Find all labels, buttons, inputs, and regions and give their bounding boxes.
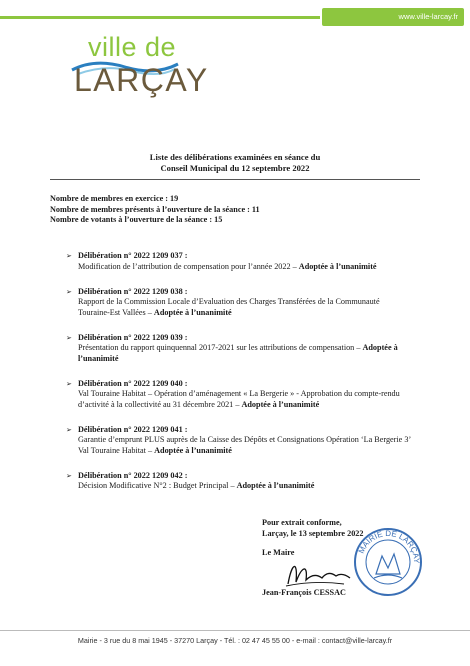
deliberation-item xyxy=(66,425,411,457)
title-divider xyxy=(50,179,420,180)
deliberation-result: Adoptée à l’unanimité xyxy=(78,343,398,363)
deliberation-number: Délibération n° 2022 1209 042 : xyxy=(78,470,188,480)
members-block xyxy=(50,194,260,226)
bullet-arrow-icon: ➢ xyxy=(66,471,72,480)
town-logo xyxy=(70,30,209,100)
footer-contact: Mairie - 3 rue du 8 mai 1945 - 37270 Larçay - Tél. : 02 47 45 55 00 - e-mail : contact@ville-larcay.fr xyxy=(77,636,393,645)
deliberation-result: Adoptée à l’unanimité xyxy=(241,399,320,409)
mayor-name: Jean-François CESSAC xyxy=(262,588,346,597)
extract-conform: Pour extrait conforme, xyxy=(262,518,342,527)
deliberation-number: Délibération n° 2022 1209 041 : xyxy=(78,424,188,434)
bullet-arrow-icon: ➢ xyxy=(66,425,72,434)
deliberation-number: Délibération n° 2022 1209 040 : xyxy=(78,378,188,388)
deliberation-number: Délibération n° 2022 1209 037 : xyxy=(78,251,188,260)
deliberation-text: Présentation du rapport quinquennal 2017-2021 sur les attributions de compensation – Adoptée à l’unanimité xyxy=(78,343,398,363)
deliberation-text: Modification de l’attribution de compensation pour l’année 2022 – Adoptée à l’unanimité xyxy=(78,261,377,271)
bullet-arrow-icon: ➢ xyxy=(66,287,72,296)
members-present: Nombre de membres présents à l’ouverture de la séance : 11 xyxy=(50,204,260,214)
signature-block xyxy=(262,518,364,539)
deliberation-item xyxy=(66,287,411,319)
deliberation-result: Adoptée à l’unanimité xyxy=(154,445,232,455)
members-in-office: Nombre de membres en exercice : 19 xyxy=(50,194,179,203)
deliberation-text: Val Touraine Habitat – Opération d’aménagement « La Bergerie » - Approbation du compte-rendu d’activité à la collectivité au 31 décembre 2021 – Adoptée à l’unanimité xyxy=(78,389,400,409)
deliberation-result: Adoptée à l’unanimité xyxy=(153,307,232,317)
deliberation-list xyxy=(66,251,411,506)
deliberation-text: Décision Modificative N°2 : Budget Principal – Adoptée à l’unanimité xyxy=(78,481,315,490)
bullet-arrow-icon: ➢ xyxy=(66,379,72,388)
deliberation-item xyxy=(66,471,411,492)
header-bar xyxy=(0,6,470,28)
deliberation-number: Délibération n° 2022 1209 039 : xyxy=(78,332,188,342)
deliberation-text: Rapport de la Commission Locale d’Evaluation des Charges Transférées de la Communauté Touraine-Est Vallées – Adoptée à l’unanimité xyxy=(78,297,380,317)
website-link[interactable]: www.ville-larcay.fr xyxy=(322,8,464,26)
deliberation-item xyxy=(66,251,411,272)
footer-divider xyxy=(0,630,470,631)
deliberation-item xyxy=(66,379,411,411)
deliberation-item xyxy=(66,333,411,365)
svg-text:MAIRIE DE LARÇAY: MAIRIE DE LARÇAY xyxy=(356,528,422,564)
bullet-arrow-icon: ➢ xyxy=(66,252,72,260)
members-voting: Nombre de votants à l’ouverture de la séance : 15 xyxy=(50,215,223,224)
logo-ville: ville de xyxy=(88,32,177,62)
document-title xyxy=(50,152,420,174)
mayor-title: Le Maire xyxy=(262,548,295,557)
signature-date: Larçay, le 13 septembre 2022 xyxy=(262,528,364,538)
title-line-2: Conseil Municipal du 12 septembre 2022 xyxy=(160,163,310,173)
handwritten-signature-icon xyxy=(284,556,354,590)
bullet-arrow-icon: ➢ xyxy=(66,333,72,342)
header-rule xyxy=(0,16,320,19)
logo-larcay: LARÇAY xyxy=(74,62,209,98)
title-line-1: Liste des délibérations examinées en séance du xyxy=(149,152,321,162)
deliberation-text: Garantie d’emprunt PLUS auprès de la Caisse des Dépôts et Consignations Opération ‘La Bergerie 3’ Val Touraine Habitat – Adoptée à l’unanimité xyxy=(78,435,411,455)
deliberation-result: Adoptée à l’unanimité xyxy=(236,481,315,490)
deliberation-result: Adoptée à l’unanimité xyxy=(298,261,377,271)
official-stamp-icon xyxy=(352,526,424,598)
deliberation-number: Délibération n° 2022 1209 038 : xyxy=(78,286,188,296)
